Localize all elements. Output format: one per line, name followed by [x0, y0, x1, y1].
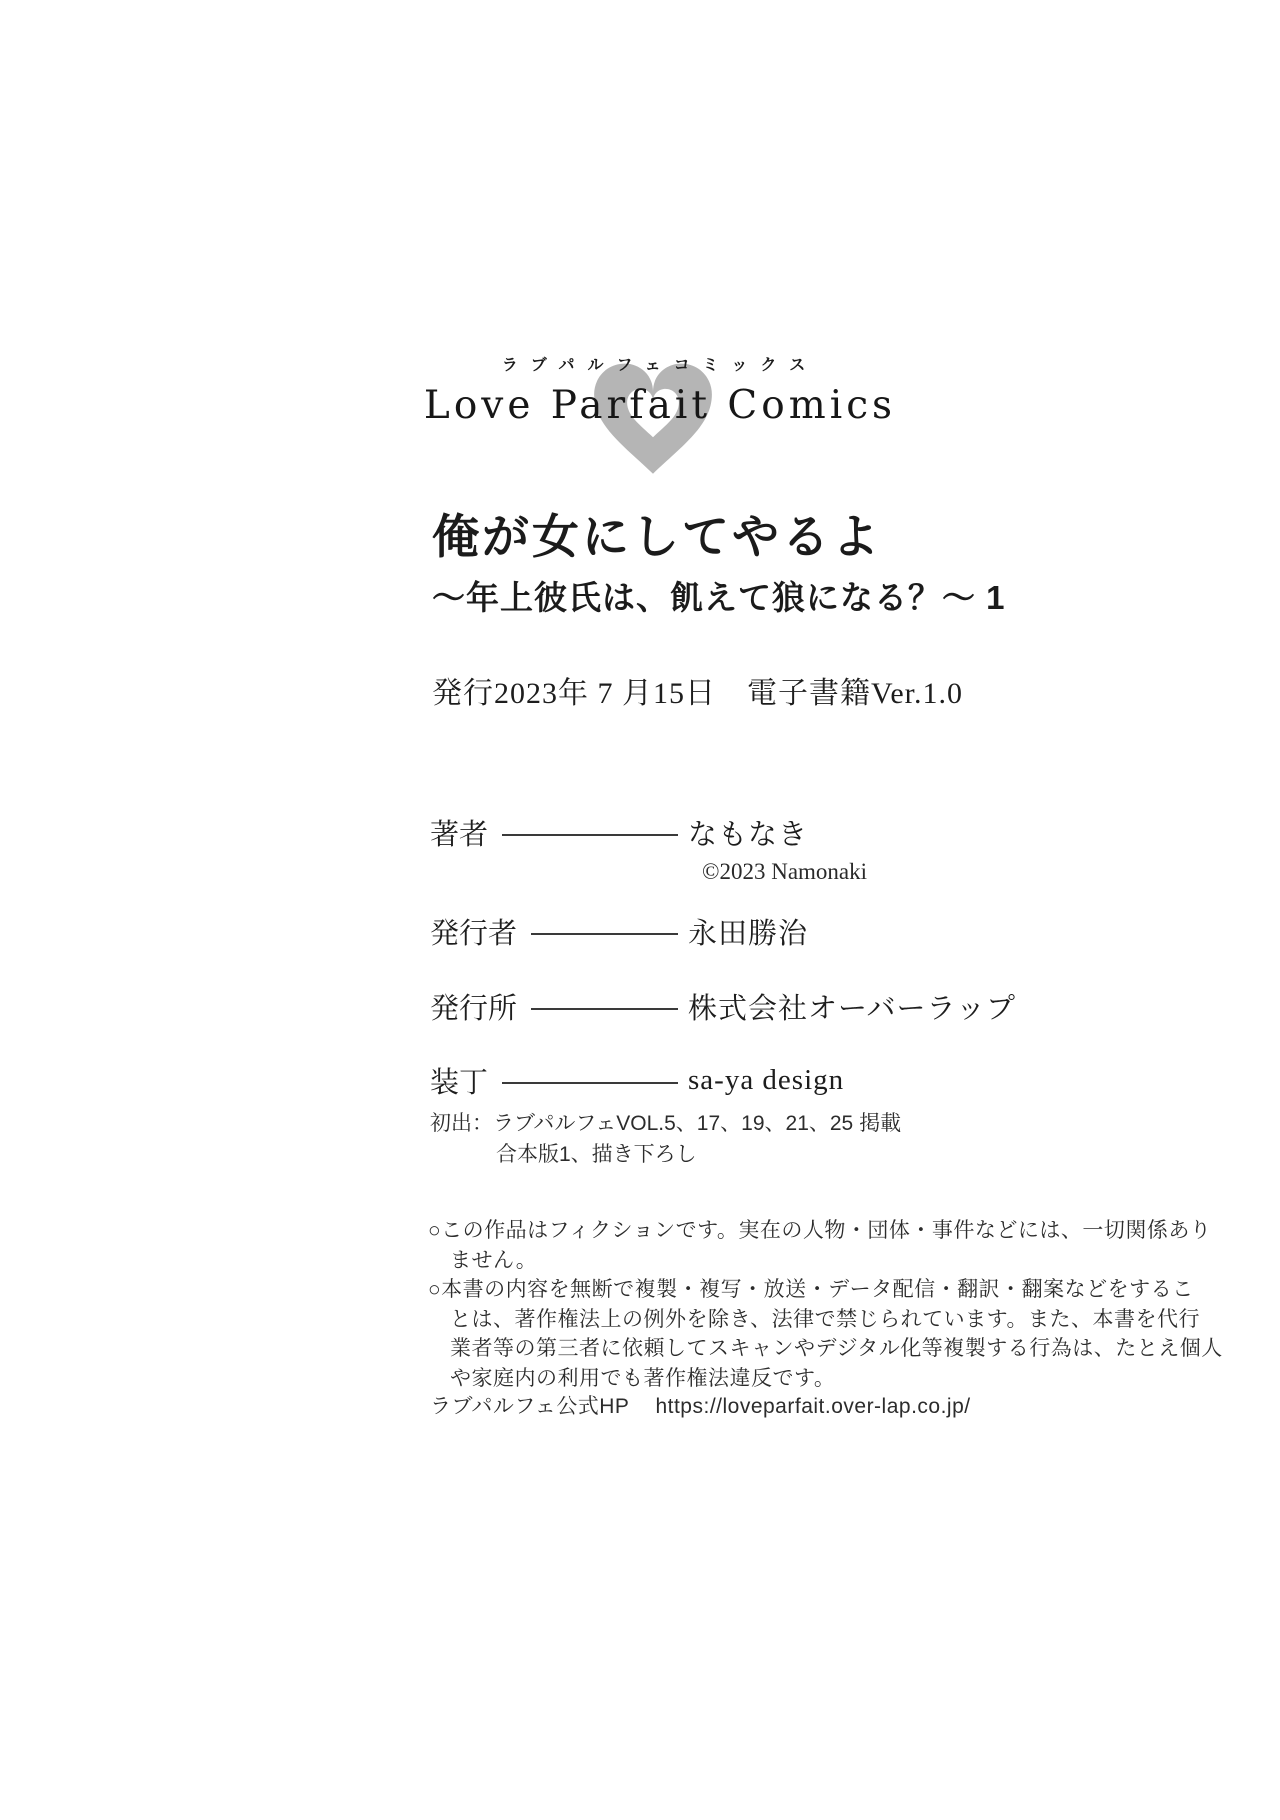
- notice-copyright-line4: や家庭内の利用でも著作権法違反です。: [450, 1366, 836, 1390]
- credit-rule-line: [502, 834, 678, 836]
- credit-rule-line: [531, 1008, 678, 1010]
- credit-label: 発行所: [430, 993, 518, 1025]
- legal-notices: [428, 1216, 1223, 1393]
- credit-rule-line: [502, 1082, 678, 1084]
- notice-fiction-line1: ○この作品はフィクションです。実在の人物・団体・事件などには、一切関係あり: [428, 1219, 1212, 1242]
- credit-value: sa-ya design: [688, 1064, 845, 1096]
- credit-value: 株式会社オーバーラップ: [688, 993, 1016, 1025]
- official-site-line: [430, 1390, 971, 1420]
- publisher-logo: [420, 352, 900, 492]
- credit-value: 永田勝治: [688, 918, 809, 950]
- credits-list: [430, 812, 1030, 1101]
- notice-copyright-line1: ○本書の内容を無断で複製・複写・放送・データ配信・翻訳・翻案などをするこ: [428, 1278, 1194, 1301]
- book-subtitle: ～年上彼氏は、飢えて狼になる？～ 1: [432, 579, 1006, 616]
- logo-name-text: Love Parfait Comics: [423, 383, 897, 428]
- credit-label: 装丁: [430, 1067, 489, 1099]
- first-publication-line1: 初出：ラブパルフェVOL.5、17、19、21、25 掲載: [430, 1112, 902, 1135]
- credit-row-author: [430, 812, 1030, 853]
- credit-label: 著者: [430, 819, 489, 851]
- credit-rule-line: [531, 933, 678, 935]
- credit-label: 発行者: [430, 918, 518, 950]
- notice-fiction-line2: ません。: [450, 1248, 538, 1272]
- first-publication-line2: 合本版1、描き下ろし: [496, 1143, 697, 1166]
- edition-date-line: 発行2023年 7 月15日 電子書籍Ver.1.0: [432, 677, 963, 710]
- first-publication: [430, 1108, 901, 1170]
- official-site-label: ラブパルフェ公式HP: [430, 1395, 630, 1418]
- credit-row-company: [430, 986, 1030, 1027]
- copyright-note: ©2023 Namonaki: [702, 859, 868, 884]
- official-site-url: https://loveparfait.over-lap.co.jp/: [655, 1395, 971, 1418]
- logo-katakana-text: ラブパルフェコミックス: [501, 357, 819, 374]
- credit-value: なもなき: [688, 819, 809, 851]
- credit-row-publisher: [430, 911, 1030, 952]
- credit-row-design: [430, 1060, 1030, 1101]
- notice-copyright-line2: とは、著作権法上の例外を除き、法律で禁じられています。また、本書を代行: [450, 1307, 1200, 1331]
- notice-copyright-line3: 業者等の第三者に依頼してスキャンやデジタル化等複製する行為は、たとえ個人: [450, 1337, 1223, 1360]
- book-title: 俺が女にしてやるよ: [432, 510, 882, 563]
